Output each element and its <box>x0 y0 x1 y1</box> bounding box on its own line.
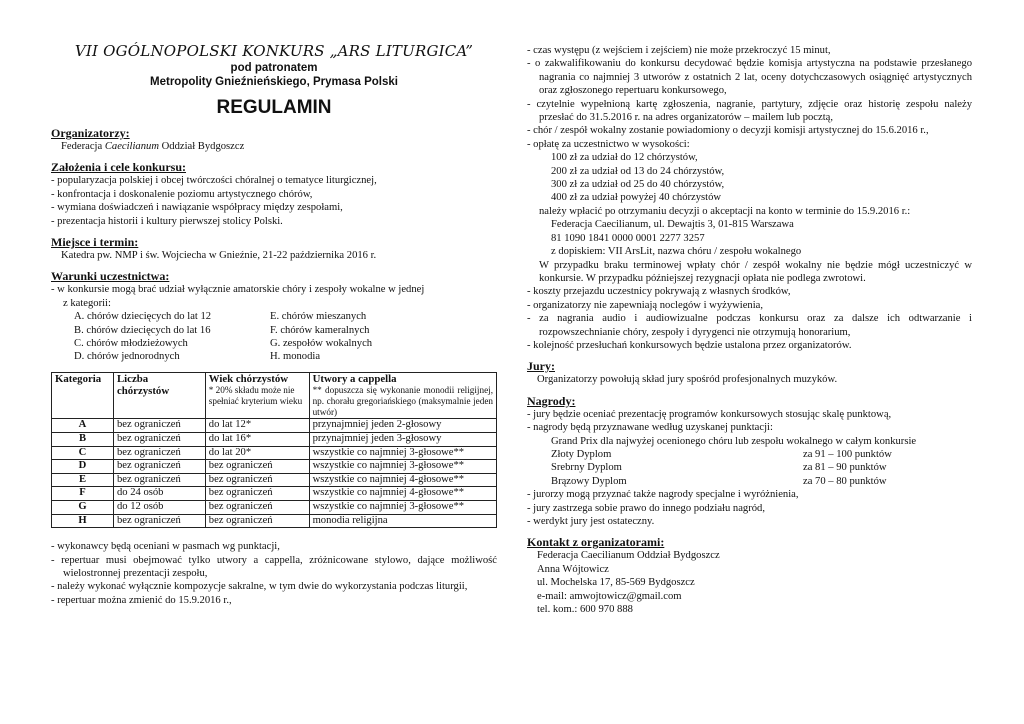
table-cell-count: bez ograniczeń <box>113 433 205 447</box>
goals-heading: Założenia i cele konkursu: <box>51 160 187 175</box>
awards-line-1: - jury będzie oceniać prezentację programów konkursowych stosując skalę punktową, <box>527 408 892 420</box>
table-cell-category: A <box>52 419 114 433</box>
goal-item: - konfrontacja i doskonalenie poziomu artystycznego chórów, <box>51 188 313 200</box>
contact-line: Anna Wójtowicz <box>537 563 609 575</box>
account-number: 81 1090 1841 0000 0001 2277 3257 <box>551 232 705 244</box>
table-cell-age: bez ograniczeń <box>205 514 309 528</box>
rule-item: - organizatorzy nie zapewniają noclegów i wyżywienia, <box>527 299 764 311</box>
conditions-heading: Warunki uczestnictwa: <box>51 269 170 284</box>
rule-item: - czas występu (z wejściem i zejściem) nie może przekroczyć 15 minut, <box>527 45 831 56</box>
place-heading: Miejsce i termin: <box>51 235 139 250</box>
fee-item: 400 zł za udział powyżej 40 chórzystów <box>551 192 722 204</box>
fee-item: 200 zł za udział od 13 do 24 chórzystów, <box>551 165 725 177</box>
table-row <box>52 433 497 447</box>
table-cell-age: do lat 12* <box>205 419 309 433</box>
table-cell-count: bez ograniczeń <box>113 446 205 460</box>
rule-item: - repertuar można zmienić do 15.9.2016 r., <box>51 594 232 606</box>
awards-more-item: - jury zastrzega sobie prawo do innego podziału nagród, <box>527 502 765 514</box>
goal-item: - popularyzacja polskiej i obcej twórczości chóralnej o tematyce liturgicznej, <box>51 175 377 187</box>
rule-item: - koszty przejazdu uczestnicy pokrywają z własnych środków, <box>527 286 791 298</box>
table-cell-count: bez ograniczeń <box>113 473 205 487</box>
table-cell-works: wszystkie co najmniej 3-głosowe** <box>309 460 496 474</box>
rule-item: - opłatę za uczestnictwo w wysokości: <box>527 138 690 150</box>
table-cell-count: bez ograniczeń <box>113 514 205 528</box>
table-cell-category: C <box>52 446 114 460</box>
table-header-count <box>113 372 205 419</box>
table-cell-category: F <box>52 487 114 501</box>
contact-heading: Kontakt z organizatorami: <box>527 535 665 550</box>
table-cell-works: monodia religijna <box>309 514 496 528</box>
table-header-age <box>205 372 309 419</box>
regulamin-heading: REGULAMIN <box>216 97 332 118</box>
table-header-age-label: Wiek chórzystów <box>208 372 289 385</box>
rule-item: - wykonawcy będą oceniani w pasmach wg punktacji, <box>51 541 280 553</box>
patronage-line-1: pod patronatem <box>230 62 318 74</box>
table-cell-category: E <box>52 473 114 487</box>
prize-name: Złoty Dyplom <box>551 448 612 460</box>
prize-points: za 81 – 90 punktów <box>803 462 887 474</box>
category-item: G. zespołów wokalnych <box>270 338 373 350</box>
patronage-line-2: Metropolity Gnieźnieńskiego, Prymasa Polski <box>150 76 398 88</box>
contact-line: ul. Mochelska 17, 85-569 Bydgoszcz <box>537 577 695 589</box>
rule-item: - chór / zespół wokalny zostanie powiadomiony o decyzji komisji artystycznej do 15.6.2016 r., <box>527 125 929 137</box>
awards-line-2: - nagrody będą przyznawane według uzyskanej punktacji: <box>527 422 773 434</box>
fee-item: 100 zł za udział do 12 chórzystów, <box>551 152 698 164</box>
rule-item: - kolejność przesłuchań konkursowych będzie ustalona przez organizatorów. <box>527 339 852 351</box>
category-item: D. chórów jednorodnych <box>74 351 180 363</box>
prize-points: za 70 – 80 punktów <box>803 475 887 487</box>
rule-item: - o zakwalifikowaniu do konkursu decydować będzie komisja artystyczna na podstawie przesłanego nagrania co najmniej 3 utworów z ostatnich 2 lat, oceny dotychczasowych osiągnięć artystycznych oraz zgłoszonego repertuaru konkursowego, <box>527 58 972 97</box>
category-table <box>51 372 497 528</box>
fee-item: 300 zł za udział od 25 do 40 chórzystów, <box>551 179 725 191</box>
payment-instruction: należy wpłacić po otrzymaniu decyzji o akceptacji na konto w terminie do 15.9.2016 r.: <box>539 205 911 217</box>
table-cell-category: H <box>52 514 114 528</box>
table-header-age-note: * 20% składu może nie spełniać kryterium wieku <box>208 385 303 407</box>
table-cell-age: do lat 20* <box>205 446 309 460</box>
table-header-category <box>52 372 114 419</box>
grand-prix: Grand Prix dla najwyżej ocenionego chóru lub zespołu wokalnego w całym konkursie <box>551 435 917 447</box>
place-text: Katedra pw. NMP i św. Wojciecha w Gnieźnie, 21-22 października 2016 r. <box>61 250 377 262</box>
rule-item: - za nagrania audio i audiowizualne podczas konkursu oraz za dalsze ich odtwarzanie i rozpowszechnianie chóry, zespoły i dyrygenci nie otrzymują honorarium, <box>527 313 972 338</box>
table-cell-category: B <box>52 433 114 447</box>
payment-note: z dopiskiem: VII ArsLit, nazwa chóru / zespołu wokalnego <box>551 246 802 258</box>
jury-heading: Jury: <box>527 359 555 374</box>
conditions-intro-line-2: z kategorii: <box>63 297 111 309</box>
contact-phone: tel. kom.: 600 970 888 <box>537 604 633 616</box>
category-list <box>51 310 497 364</box>
category-item: C. chórów młodzieżowych <box>74 338 188 350</box>
table-header-row <box>52 372 497 419</box>
table-row <box>52 514 497 528</box>
prize-name: Brązowy Dyplom <box>551 475 627 487</box>
goal-item: - wymiana doświadczeń i nawiązanie współpracy między zespołami, <box>51 202 343 214</box>
organizers-text-italic: Caecilianum <box>104 141 159 152</box>
goal-item: - prezentacja historii i kultury pierwszej stolicy Polski. <box>51 215 283 227</box>
category-item: E. chórów mieszanych <box>270 311 367 323</box>
table-cell-age: do lat 16* <box>205 433 309 447</box>
table-cell-works: przynajmniej jeden 2-głosowy <box>309 419 496 433</box>
table-row <box>52 487 497 501</box>
table-header-works-note: ** dopuszcza się wykonanie monodii religijnej, np. chorału gregoriańskiego (maksymalnie jeden utwór) <box>312 385 493 418</box>
category-item: B. chórów dziecięcych do lat 16 <box>74 324 211 336</box>
category-item: A. chórów dziecięcych do lat 12 <box>74 311 212 323</box>
table-cell-age: bez ograniczeń <box>205 460 309 474</box>
category-item: H. monodia <box>270 351 321 363</box>
awards-more-item: - jurorzy mogą przyznać także nagrody specjalne i wyróżnienia, <box>527 489 799 501</box>
table-cell-count: bez ograniczeń <box>113 460 205 474</box>
table-header-category-label: Kategoria <box>55 372 102 385</box>
prize-name: Srebrny Dyplom <box>551 462 622 474</box>
table-row <box>52 501 497 515</box>
rule-item: - repertuar musi obejmować tylko utwory a cappella, zróżnicowane stylowo, dające możliwość wielostronnej prezentacji zespołu, <box>51 554 497 580</box>
payment-warning: W przypadku braku terminowej wpłaty chór / zespół wokalny nie będzie mógł uczestniczyć w konkursie. W przypadku późniejszej rezygnacji opłata nie podlega zwrotowi. <box>539 259 972 284</box>
prize-list <box>527 448 972 488</box>
table-cell-works: przynajmniej jeden 3-głosowy <box>309 433 496 447</box>
rule-item: - czytelnie wypełnioną kartę zgłoszenia, nagranie, partytury, zdjęcie oraz historię zespołu należy przesłać do 31.5.2016 r. na adres organizatorów – mailem lub pocztą, <box>527 98 972 124</box>
right-column <box>527 44 972 616</box>
table-cell-age: bez ograniczeń <box>205 473 309 487</box>
table-header-works-label: Utwory a cappella <box>312 372 397 385</box>
table-cell-age: bez ograniczeń <box>205 487 309 501</box>
table-cell-count: bez ograniczeń <box>113 419 205 433</box>
contact-email[interactable]: e-mail: amwojtowicz@gmail.com <box>537 590 682 602</box>
category-item: F. chórów kameralnych <box>270 324 370 336</box>
table-cell-works: wszystkie co najmniej 3-głosowe** <box>309 446 496 460</box>
awards-heading: Nagrody: <box>527 393 576 408</box>
table-header-works <box>309 372 496 419</box>
contact-line: Federacja Caecilianum Oddział Bydgoszcz <box>537 550 720 562</box>
rule-item: - należy wykonać wyłącznie kompozycje sakralne, w tym dwie do wykorzystania podczas liturgii, <box>51 581 468 593</box>
table-row <box>52 419 497 433</box>
table-row <box>52 460 497 474</box>
table-cell-works: wszystkie co najmniej 4-głosowe** <box>309 473 496 487</box>
table-cell-category: D <box>52 460 114 474</box>
account-name: Federacja Caecilianum, ul. Dewajtis 3, 01-815 Warszawa <box>551 219 794 231</box>
table-cell-works: wszystkie co najmniej 3-głosowe** <box>309 501 496 515</box>
table-cell-works: wszystkie co najmniej 4-głosowe** <box>309 487 496 501</box>
table-row <box>52 446 497 460</box>
document-title: VII OGÓLNOPOLSKI KONKURS „ARS LITURGICA” <box>74 42 474 60</box>
table-cell-count: do 12 osób <box>113 501 205 515</box>
table-cell-age: bez ograniczeń <box>205 501 309 515</box>
table-cell-count: do 24 osób <box>113 487 205 501</box>
organizers-heading: Organizatorzy: <box>51 126 130 140</box>
table-row <box>52 473 497 487</box>
prize-points: za 91 – 100 punktów <box>803 448 892 460</box>
organizers-text-suffix: Oddział Bydgoszcz <box>158 141 245 152</box>
left-column <box>51 40 497 607</box>
table-cell-category: G <box>52 501 114 515</box>
organizers-text <box>51 140 497 153</box>
jury-text: Organizatorzy powołują skład jury spośród profesjonalnych muzyków. <box>537 374 838 386</box>
table-header-count-label: Liczba chórzystów <box>116 372 170 398</box>
conditions-intro-line-1: - w konkursie mogą brać udział wyłącznie amatorskie chóry i zespoły wokalne w jednej <box>51 284 425 296</box>
organizers-text-prefix: Federacja <box>61 141 105 152</box>
awards-more-item: - werdykt jury jest ostateczny. <box>527 516 655 527</box>
